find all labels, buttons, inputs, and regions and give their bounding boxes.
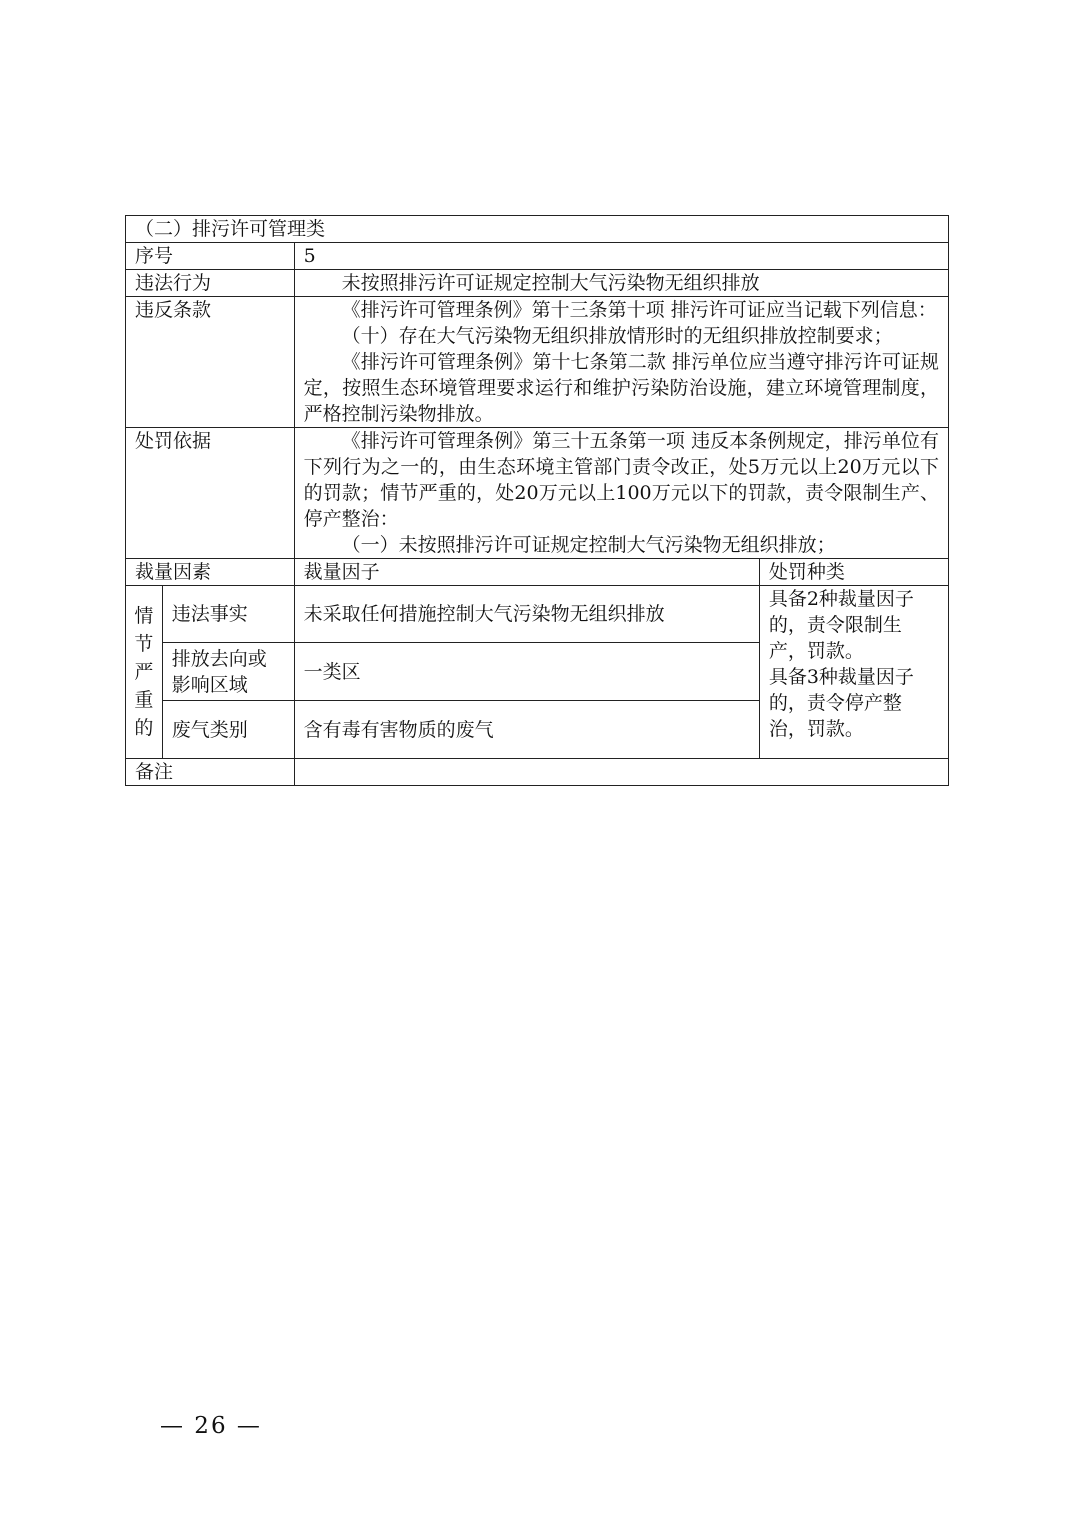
penalty-type-header: 处罚种类 xyxy=(759,559,948,586)
penalty-line: 具备3种裁量因子的，责令停产整治，罚款。 xyxy=(768,666,914,740)
section-title: （二）排污许可管理类 xyxy=(126,216,949,243)
remarks-label: 备注 xyxy=(126,759,295,786)
serial-label: 序号 xyxy=(126,243,295,270)
violation-row xyxy=(126,270,949,297)
violation-label: 违法行为 xyxy=(126,270,295,297)
discretion-header-row xyxy=(126,559,949,586)
violated-provisions-row xyxy=(126,297,949,428)
discretion-subfactors-header: 裁量因子 xyxy=(294,559,759,586)
discretion-item-row xyxy=(126,586,949,643)
factor-detail: 一类区 xyxy=(294,643,759,701)
penalty-basis-label: 处罚依据 xyxy=(126,428,295,559)
penalty-line: 具备2种裁量因子的，责令限制生产，罚款。 xyxy=(768,588,914,662)
penalty-basis-row xyxy=(126,428,949,559)
penalty-discretion-table xyxy=(125,215,949,786)
serial-row xyxy=(126,243,949,270)
provision-paragraph: （十）存在大气污染物无组织排放情形时的无组织排放控制要求； xyxy=(341,325,893,347)
section-title-row xyxy=(126,216,949,243)
factor-name: 废气类别 xyxy=(162,701,294,759)
factor-detail: 未采取任何措施控制大气污染物无组织排放 xyxy=(294,586,759,643)
basis-paragraph: 《排污许可管理条例》第三十五条第一项 违反本条例规定，排污单位有下列行为之一的，由生态环境主管部门责令改正，处5万元以上20万元以下的罚款；情节严重的，处20万元以上100万元以下的罚款，责令限制生产、停产整治： xyxy=(303,430,939,530)
provision-paragraph: 《排污许可管理条例》第十七条第二款 排污单位应当遵守排污许可证规定，按照生态环境管理要求运行和维护污染防治设施，建立环境管理制度，严格控制污染物排放。 xyxy=(303,351,939,425)
page-number: — 26 — xyxy=(160,1413,262,1439)
discretion-factors-header: 裁量因素 xyxy=(126,559,295,586)
serial-value: 5 xyxy=(294,243,948,270)
basis-paragraph: （一）未按照排污许可证规定控制大气污染物无组织排放； xyxy=(341,534,836,556)
violation-value: 未按照排污许可证规定控制大气污染物无组织排放 xyxy=(341,272,760,294)
factor-name: 排放去向或影响区域 xyxy=(162,643,294,701)
penalty-type-cell xyxy=(759,586,948,759)
violated-provisions-label: 违反条款 xyxy=(126,297,295,428)
factor-name: 违法事实 xyxy=(162,586,294,643)
remarks-value xyxy=(294,759,948,786)
remarks-row xyxy=(126,759,949,786)
factor-detail: 含有毒有害物质的废气 xyxy=(294,701,759,759)
severity-group-label: 情 节 严 重 的 xyxy=(126,586,163,759)
provision-paragraph: 《排污许可管理条例》第十三条第十项 排污许可证应当记载下列信息： xyxy=(341,299,937,321)
